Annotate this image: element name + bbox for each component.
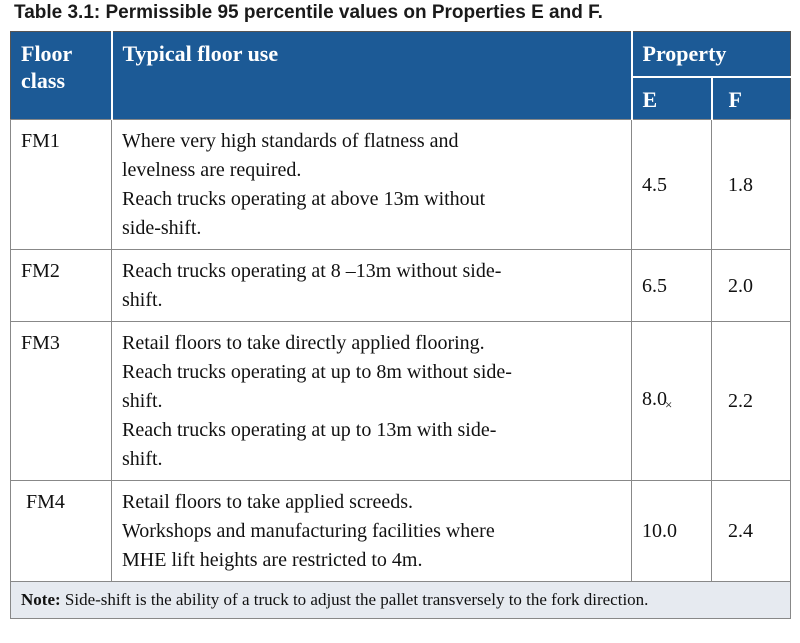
floor-use-line: shift. — [122, 289, 163, 311]
note-row — [11, 582, 791, 619]
floor-use-cell — [112, 322, 632, 481]
value-f-cell: 2.4 — [712, 481, 791, 582]
floor-use-line: Workshops and manufacturing facilities where — [122, 520, 495, 542]
header-e: E — [632, 77, 712, 120]
note-label: Note: — [21, 590, 61, 609]
floor-use-line: Reach trucks operating at up to 8m without side- — [122, 361, 512, 383]
header-property: Property — [632, 32, 791, 78]
value-f-cell: 2.0 — [712, 250, 791, 322]
value-e-cell: $8.0_\times$ — [632, 322, 712, 481]
floor-use-line: Reach trucks operating at up to 13m with side- — [122, 419, 497, 441]
header-f: F — [712, 77, 791, 120]
floor-use-line: shift. — [122, 448, 163, 470]
floor-class-cell: FM3 — [11, 322, 112, 481]
floor-use-line: Retail floors to take directly applied flooring. — [122, 332, 485, 354]
floor-class-cell: FM2 — [11, 250, 112, 322]
floor-use-cell — [112, 250, 632, 322]
cross-mark: × — [665, 396, 673, 412]
table-row — [11, 481, 791, 582]
floor-use-line: Where very high standards of flatness and — [122, 130, 459, 152]
value-f-cell: 1.8 — [712, 120, 791, 250]
floor-use-cell — [112, 120, 632, 250]
note-cell — [11, 582, 791, 619]
value-e-cell: 6.5 — [632, 250, 712, 322]
floor-use-line: side-shift. — [122, 217, 202, 239]
floor-use-line: MHE lift heights are restricted to 4m. — [122, 549, 423, 571]
floor-use-line: Retail floors to take applied screeds. — [122, 491, 414, 513]
value-f-cell: 2.2 — [712, 322, 791, 481]
floor-use-line: Reach trucks operating at 8 –13m without side- — [122, 260, 502, 282]
floor-class-cell: FM4 — [11, 481, 112, 582]
value-e-cell: 10.0 — [632, 481, 712, 582]
floor-use-line: levelness are required. — [122, 159, 302, 181]
table-row — [11, 120, 791, 250]
value-e-cell: 4.5 — [632, 120, 712, 250]
flatness-table — [10, 31, 791, 619]
floor-use-line: shift. — [122, 390, 163, 412]
floor-class-cell: FM1 — [11, 120, 112, 250]
header-typical-use: Typical floor use — [112, 32, 632, 120]
table-row — [11, 322, 791, 481]
table-row — [11, 250, 791, 322]
header-floor-class: Floor class — [11, 32, 112, 120]
floor-use-cell — [112, 481, 632, 582]
table-caption: Table 3.1: Permissible 95 percentile values on Properties E and F. — [14, 2, 603, 23]
note-text: Side-shift is the ability of a truck to adjust the pallet transversely to the fork direction. — [60, 590, 649, 609]
floor-use-line: Reach trucks operating at above 13m without — [122, 188, 486, 210]
